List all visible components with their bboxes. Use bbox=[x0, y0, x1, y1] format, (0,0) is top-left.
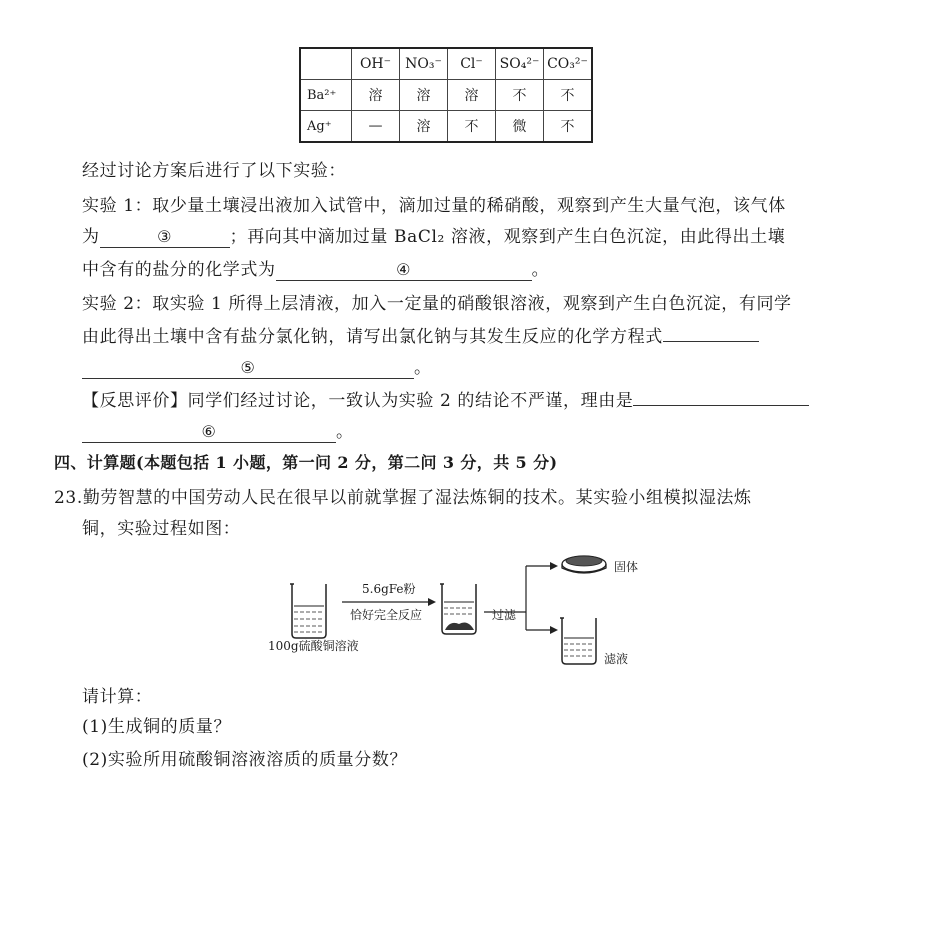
table-cell: 不 bbox=[448, 111, 496, 143]
arrow2-label: 过滤 bbox=[492, 608, 517, 622]
beaker-filtrate-icon bbox=[560, 618, 596, 664]
arrow-right-icon bbox=[342, 598, 436, 606]
arrow1-top-label: 5.6gFe粉 bbox=[362, 582, 416, 596]
period: 。 bbox=[336, 422, 354, 442]
table-header-row bbox=[300, 48, 592, 80]
q23-line2: 铜，实验过程如图： bbox=[82, 519, 241, 539]
answer-blank-6[interactable]: ⑥ bbox=[82, 422, 336, 443]
beaker-reaction-icon bbox=[440, 584, 476, 634]
section-4-heading: 四、计算题(本题包括 1 小题，第一问 2 分，第二问 3 分，共 5 分) bbox=[54, 453, 558, 472]
table-cell: 不 bbox=[496, 80, 544, 111]
reflect-line1 bbox=[82, 385, 809, 411]
exp1-line1: 实验 1：取少量土壤浸出液加入试管中，滴加过量的稀硝酸，观察到产生大量气泡，该气体 bbox=[82, 196, 786, 216]
filter-branch-arrows-icon bbox=[484, 562, 558, 634]
filtrate-label: 滤液 bbox=[604, 652, 629, 666]
exp1-line2-post: ；再向其中滴加过量 BaCl₂ 溶液，观察到产生白色沉淀，由此得出土壤 bbox=[229, 227, 786, 247]
exp2-line2-text: 由此得出土壤中含有盐分氯化钠，请写出氯化钠与其发生反应的化学方程式 bbox=[82, 327, 663, 347]
exp1-line2-pre: 为 bbox=[82, 227, 100, 247]
table-header-cell: SO₄²⁻ bbox=[496, 48, 544, 80]
period: 。 bbox=[414, 358, 432, 378]
table-cell: — bbox=[352, 111, 400, 143]
reflect-line2 bbox=[82, 417, 354, 443]
table-cell: 溶 bbox=[448, 80, 496, 111]
q23-line1: 23.勤劳智慧的中国劳动人民在很早以前就掌握了湿法炼铜的技术。某实验小组模拟湿法炼 bbox=[54, 488, 752, 508]
table-cell: 微 bbox=[496, 111, 544, 143]
petri-dish-solid-icon bbox=[562, 556, 606, 573]
table-row-ion: Ag⁺ bbox=[300, 111, 352, 143]
table-cell: 溶 bbox=[400, 80, 448, 111]
answer-blank-4[interactable]: ④ bbox=[276, 260, 532, 281]
table-header-cell: NO₃⁻ bbox=[400, 48, 448, 80]
table-row-ion: Ba²⁺ bbox=[300, 80, 352, 111]
please-calc: 请计算： bbox=[82, 687, 153, 707]
exp1-line3 bbox=[82, 255, 549, 281]
beaker-copper-sulfate-icon bbox=[290, 584, 326, 638]
intro-text: 经过讨论方案后进行了以下实验： bbox=[82, 161, 346, 181]
answer-blank-3[interactable]: ③ bbox=[100, 227, 230, 248]
answer-blank-5-start[interactable] bbox=[663, 321, 759, 342]
table-header-cell bbox=[300, 48, 352, 80]
solubility-table bbox=[299, 47, 593, 143]
table-header-cell: OH⁻ bbox=[352, 48, 400, 80]
table-cell: 不 bbox=[544, 111, 593, 143]
sub-question-1: (1)生成铜的质量？ bbox=[82, 717, 232, 737]
answer-blank-6-start[interactable] bbox=[633, 385, 809, 406]
answer-blank-5[interactable]: ⑤ bbox=[82, 358, 414, 379]
reflect-text: 【反思评价】同学们经过讨论，一致认为实验 2 的结论不严谨，理由是 bbox=[82, 391, 634, 411]
sub-question-2: (2)实验所用硫酸铜溶液溶质的质量分数？ bbox=[82, 750, 408, 770]
table-row bbox=[300, 80, 592, 111]
table-cell: 溶 bbox=[352, 80, 400, 111]
arrow1-bottom-label: 恰好完全反应 bbox=[350, 608, 423, 622]
period: 。 bbox=[531, 260, 550, 280]
solid-label: 固体 bbox=[614, 560, 639, 574]
exp1-line3-pre: 中含有的盐分的化学式为 bbox=[82, 260, 276, 280]
exp1-line2 bbox=[82, 222, 785, 248]
table-cell: 不 bbox=[544, 80, 593, 111]
table-row bbox=[300, 111, 592, 143]
exp2-line2 bbox=[82, 321, 759, 347]
beaker1-label: 100g硫酸铜溶液 bbox=[268, 639, 359, 653]
table-header-cell: CO₃²⁻ bbox=[544, 48, 593, 80]
table-header-cell: Cl⁻ bbox=[448, 48, 496, 80]
exp2-line3 bbox=[82, 353, 432, 379]
table-cell: 溶 bbox=[400, 111, 448, 143]
exp2-line1: 实验 2：取实验 1 所得上层清液，加入一定量的硝酸银溶液，观察到产生白色沉淀，有同学 bbox=[82, 294, 792, 314]
